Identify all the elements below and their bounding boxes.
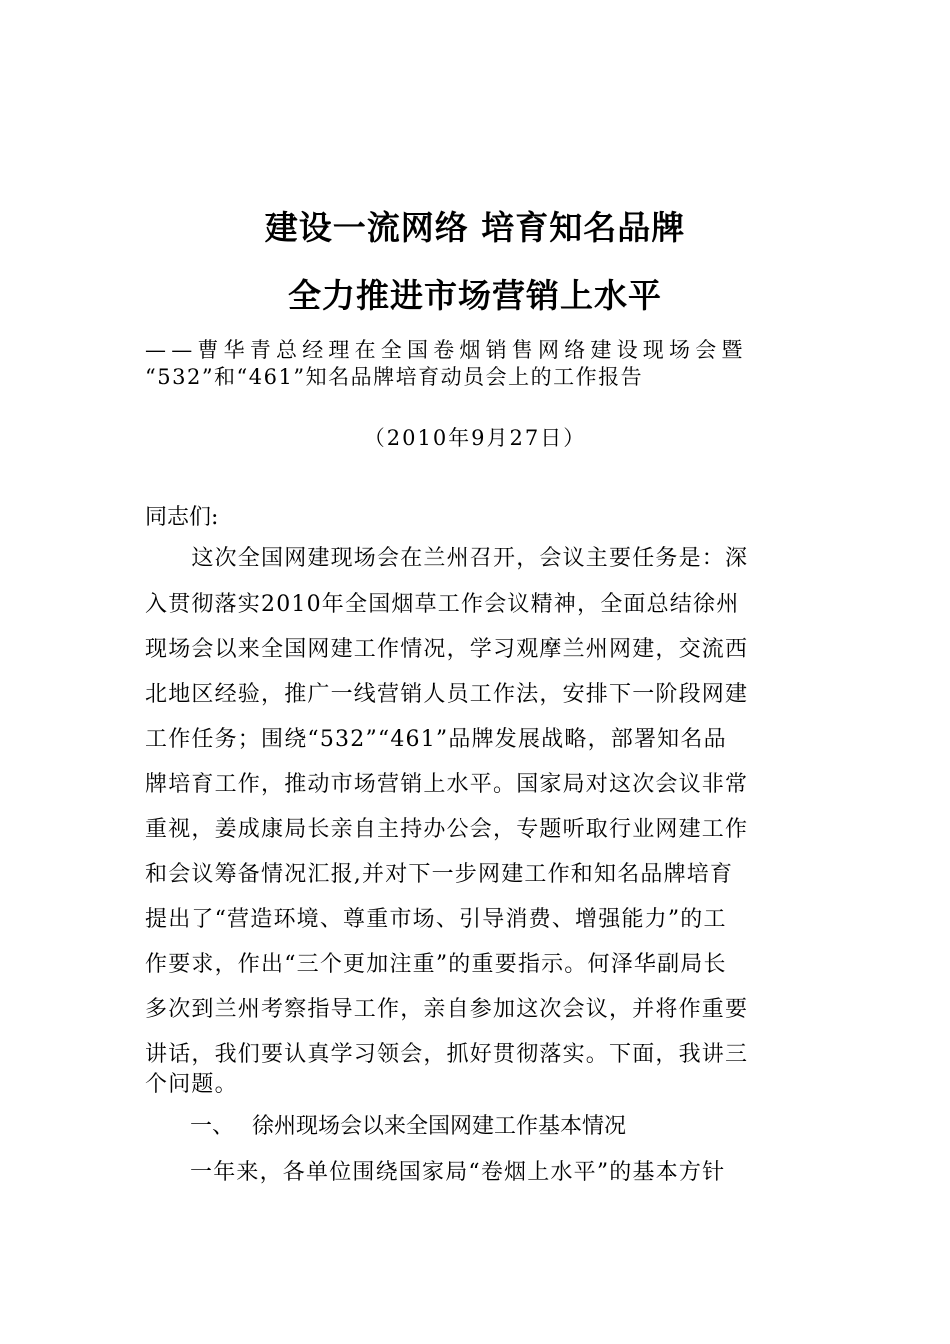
body-line: 这次全国网建现场会在兰州召开，会议主要任务是：深 bbox=[145, 546, 749, 571]
section-heading bbox=[190, 1109, 626, 1140]
body-line: 工作任务；围绕“532”“461”品牌发展战略，部署知名品 bbox=[145, 727, 727, 752]
body-line-continued: 一年来，各单位围绕国家局“卷烟上水平”的基本方针 bbox=[190, 1160, 726, 1185]
body-line: 个问题。 bbox=[145, 1072, 238, 1097]
body-line: 现场会以来全国网建工作情况，学习观摩兰州网建，交流西 bbox=[145, 637, 749, 662]
section-number: 一、 bbox=[190, 1114, 235, 1139]
body-line: 牌培育工作，推动市场营销上水平。国家局对这次会议非常 bbox=[145, 772, 749, 797]
body-line: 和会议筹备情况汇报,并对下一步网建工作和知名品牌培育 bbox=[145, 862, 734, 887]
title-line-2: 全力推进市场营销上水平 bbox=[288, 276, 662, 315]
body-line: 入贯彻落实2010年全国烟草工作会议精神，全面总结徐州 bbox=[145, 592, 740, 617]
body-line: 北地区经验，推广一线营销人员工作法，安排下一阶段网建 bbox=[145, 682, 749, 707]
body-line: 重视，姜成康局长亲自主持办公会，专题听取行业网建工作 bbox=[145, 817, 749, 842]
body-line: 多次到兰州考察指导工作，亲自参加这次会议，并将作重要 bbox=[145, 997, 749, 1022]
subtitle-line-1: ——曹华青总经理在全国卷烟销售网络建设现场会暨 bbox=[145, 338, 748, 362]
title-line-1: 建设一流网络 培育知名品牌 bbox=[264, 208, 686, 247]
body-line: 作要求，作出“三个更加注重”的重要指示。何泽华副局长 bbox=[145, 952, 727, 977]
subtitle-line-2: “532”和“461”知名品牌培育动员会上的工作报告 bbox=[145, 365, 644, 389]
body-line: 讲话，我们要认真学习领会，抓好贯彻落实。下面，我讲三 bbox=[145, 1042, 749, 1067]
section-title: 徐州现场会以来全国网建工作基本情况 bbox=[252, 1114, 627, 1139]
body-line: 提出了“营造环境、尊重市场、引导消费、增强能力”的工 bbox=[145, 907, 727, 932]
report-date: （2010年9月27日） bbox=[363, 426, 587, 450]
salutation: 同志们: bbox=[145, 505, 219, 530]
